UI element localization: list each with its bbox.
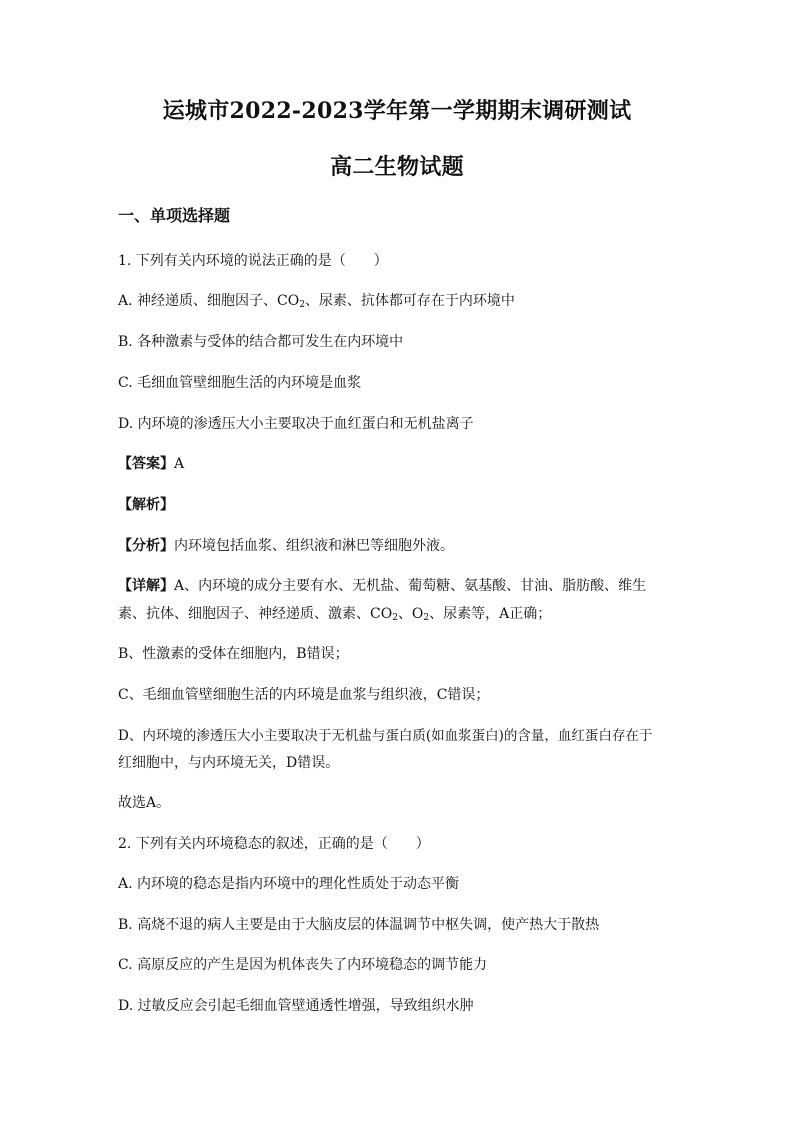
xiangjie-part2-mid: 、O — [397, 606, 424, 622]
xiangjie-part1: A、内环境的成分主要有水、无机盐、葡萄糖、氨基酸、甘油、脂肪酸、维生 — [174, 578, 647, 594]
q1-explain-c: C、毛细血管壁细胞生活的内环境是血浆与组织液，C错误； — [118, 687, 490, 703]
q1-option-c: C. 毛细血管壁细胞生活的内环境是血浆 — [118, 375, 362, 391]
q1-explain-d-1: D、内环境的渗透压大小主要取决于无机盐与蛋白质(如血浆蛋白)的含量，血红蛋白存在于 — [118, 728, 653, 744]
q1-option-a-suffix: 、尿素、抗体都可存在于内环境中 — [304, 293, 515, 309]
q1-answer — [118, 454, 678, 474]
q2-stem: 2. 下列有关内环境稳态的叙述，正确的是（ ） — [118, 836, 430, 852]
document-title: 运城市2022-2023学年第一学期期末调研测试 — [162, 98, 632, 124]
q1-option-a-prefix: A. 神经递质、细胞因子、CO — [118, 293, 300, 309]
q1-option-d: D. 内环境的渗透压大小主要取决于血红蛋白和无机盐离子 — [118, 416, 474, 432]
xiangjie-part2-prefix: 素、抗体、细胞因子、神经递质、激素、CO — [118, 606, 393, 622]
q2-option-c: C. 高原反应的产生是因为机体丧失了内环境稳态的调节能力 — [118, 957, 488, 973]
xiangjie-part2-suffix: 、尿素等，A正确； — [429, 606, 552, 622]
q1-explain-b: B、性激素的受体在细胞内，B错误； — [118, 646, 349, 662]
q1-fenxi — [118, 536, 678, 556]
q1-explain-d-2: 红细胞中，与内环境无关，D错误。 — [118, 755, 340, 771]
q2-option-b: B. 高烧不退的病人主要是由于大脑皮层的体温调节中枢失调，使产热大于散热 — [118, 917, 600, 933]
q1-option-b: B. 各种激素与受体的结合都可发生在内环境中 — [118, 334, 404, 350]
q2-option-a: A. 内环境的稳态是指内环境中的理化性质处于动态平衡 — [118, 876, 460, 892]
q1-option-a-subscript: 2 — [299, 300, 305, 310]
answer-label: 【答案】 — [118, 456, 174, 472]
q1-xiangjie-line-2 — [118, 604, 678, 628]
analysis-label: 【解析】 — [118, 497, 174, 513]
fenxi-text: 内环境包括血浆、组织液和淋巴等细胞外液。 — [174, 538, 454, 554]
fenxi-label: 【分析】 — [118, 538, 174, 554]
q2-option-d: D. 过敏反应会引起毛细血管壁通透性增强，导致组织水肿 — [118, 998, 474, 1014]
q1-conclusion: 故选A。 — [118, 795, 171, 811]
xiangjie-sub1: 2 — [392, 613, 398, 623]
answer-value: A — [174, 456, 185, 472]
q1-xiangjie-line-1 — [118, 576, 678, 596]
xiangjie-label: 【详解】 — [118, 578, 174, 594]
xiangjie-sub2: 2 — [423, 613, 430, 623]
q1-stem: 1. 下列有关内环境的说法正确的是（ ） — [118, 253, 388, 269]
q1-option-a — [118, 291, 678, 315]
document-subtitle: 高二生物试题 — [330, 154, 464, 180]
section-heading: 一、单项选择题 — [118, 206, 231, 225]
q1-analysis-label — [118, 495, 678, 515]
